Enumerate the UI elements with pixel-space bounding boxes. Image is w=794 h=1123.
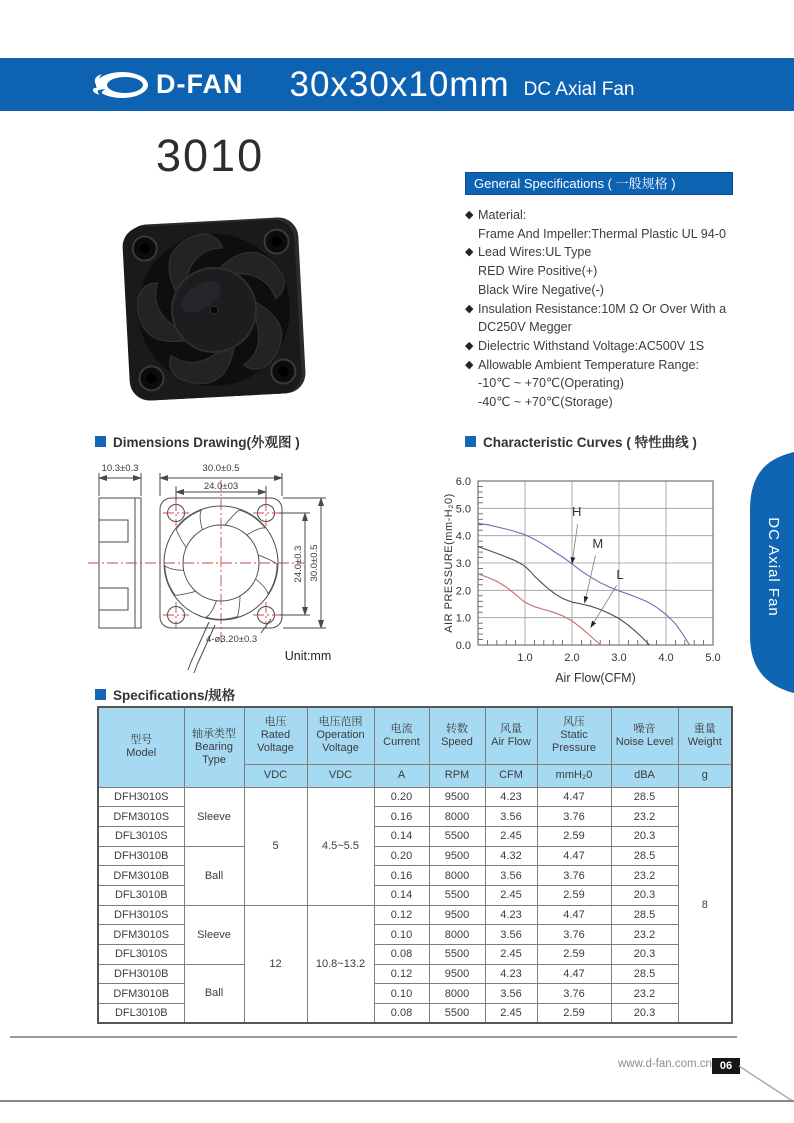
table-cell: 0.14 <box>374 885 429 905</box>
specifications-section-label: Specifications/规格 <box>113 688 236 703</box>
table-cell: DFL3010S <box>98 826 184 846</box>
table-cell: 0.08 <box>374 945 429 965</box>
svg-text:0.0: 0.0 <box>455 640 471 652</box>
curves-section-label: Characteristic Curves ( 特性曲线 ) <box>483 435 697 450</box>
chart-svg <box>440 455 740 693</box>
spec-item <box>465 225 733 244</box>
table-cell: 4.5~5.5 <box>307 787 374 905</box>
general-specifications-title: General Specifications ( 一般规格 ) <box>465 172 733 195</box>
svg-text:3.0: 3.0 <box>455 558 471 570</box>
spec-item-text: Material: <box>478 208 527 222</box>
table-cell: 3.56 <box>485 984 537 1004</box>
top-banner <box>0 58 794 111</box>
table-cell: 20.3 <box>611 945 678 965</box>
spec-item <box>465 262 733 281</box>
table-cell: 5 <box>244 787 307 905</box>
table-row <box>98 905 732 925</box>
diamond-bullet-icon: ◆ <box>465 339 474 352</box>
size-title: 30x30x10mm <box>289 64 510 104</box>
dim-hole-pitch-top: 24.0±03 <box>203 481 239 492</box>
spec-item-text: -10℃ ~ +70℃(Operating) <box>478 376 624 391</box>
table-cell: 0.16 <box>374 866 429 886</box>
table-cell: 8000 <box>429 984 485 1004</box>
col-weight: 重量 Weight <box>678 707 732 764</box>
spec-item-text: RED Wire Positive(+) <box>478 264 598 279</box>
unit-rated-voltage: VDC <box>244 764 307 787</box>
footer-url: www.d-fan.com.cn <box>618 1058 712 1070</box>
table-cell: 28.5 <box>611 846 678 866</box>
table-cell: 5500 <box>429 945 485 965</box>
curve-H <box>478 523 690 645</box>
dimensions-section-label: Dimensions Drawing(外观图 ) <box>113 435 300 450</box>
spec-item-text: Lead Wires:UL Type <box>478 245 592 260</box>
spec-item-text: -40℃ ~ +70℃(Storage) <box>478 395 613 410</box>
table-cell: 20.3 <box>611 826 678 846</box>
general-specifications-panel <box>465 172 733 412</box>
side-tab-shape <box>745 448 794 698</box>
col-current: 电流 Current <box>374 707 429 764</box>
table-cell: 0.14 <box>374 826 429 846</box>
table-cell: Sleeve <box>184 905 244 964</box>
table-cell: 12 <box>244 905 307 1023</box>
footer-diagonal-line <box>737 1058 794 1104</box>
fan-logo-icon <box>92 68 150 102</box>
table-cell: 0.08 <box>374 1004 429 1024</box>
table-cell: 0.20 <box>374 787 429 807</box>
dim-mounting-holes: 4-ø3.20±0.3 <box>206 634 258 645</box>
table-body <box>98 787 732 1023</box>
unit-airflow: CFM <box>485 764 537 787</box>
table-cell: 9500 <box>429 787 485 807</box>
table-cell: 3.56 <box>485 866 537 886</box>
table-cell: 8000 <box>429 925 485 945</box>
curve-label-L: L <box>616 566 624 582</box>
product-photo <box>112 203 317 415</box>
side-tab-label: DC Axial Fan <box>765 517 782 617</box>
svg-text:5.0: 5.0 <box>705 652 721 664</box>
spec-item-text: Frame And Impeller:Thermal Plastic UL 94-0 <box>478 226 727 241</box>
table-cell: 3.76 <box>537 866 611 886</box>
table-cell: 3.76 <box>537 925 611 945</box>
spec-item-text: Black Wire Negative(-) <box>478 282 604 297</box>
unit-weight: g <box>678 764 732 787</box>
spec-item <box>465 300 733 319</box>
col-noise: 噪音 Noise Level <box>611 707 678 764</box>
table-cell: 2.45 <box>485 826 537 846</box>
table-cell: 8000 <box>429 807 485 827</box>
col-airflow: 风量 Air Flow <box>485 707 537 764</box>
dim-side-width: 10.3±0.3 <box>101 463 139 474</box>
svg-text:2.0: 2.0 <box>455 585 471 598</box>
spec-item-text: Dielectric Withstand Voltage:AC500V 1S <box>478 338 705 353</box>
diamond-bullet-icon: ◆ <box>465 246 474 259</box>
product-type-label: DC Axial Fan <box>523 78 635 100</box>
dimensions-section-title <box>95 431 300 451</box>
table-cell: 2.45 <box>485 1004 537 1024</box>
table-cell: 9500 <box>429 964 485 984</box>
table-cell: DFH3010S <box>98 787 184 807</box>
table-cell: DFH3010S <box>98 905 184 925</box>
dim-hole-pitch-side: 24.0±0.3 <box>293 545 304 583</box>
table-cell: 2.45 <box>485 945 537 965</box>
table-cell: DFH3010B <box>98 846 184 866</box>
unit-label: Unit:mm <box>284 649 332 663</box>
table-cell: 4.23 <box>485 787 537 807</box>
table-header <box>98 707 732 787</box>
curve-label-H: H <box>572 503 582 519</box>
table-cell: 0.12 <box>374 905 429 925</box>
table-cell: DFL3010B <box>98 885 184 905</box>
table-cell: 28.5 <box>611 964 678 984</box>
blue-square-bullet-icon <box>465 436 476 447</box>
dim-frame-width: 30.0±0.5 <box>202 463 240 474</box>
table-cell: Ball <box>184 846 244 905</box>
col-bearing: 轴承类型 Bearing Type <box>184 707 244 787</box>
spec-item <box>465 337 733 356</box>
table-cell: DFL3010B <box>98 1004 184 1024</box>
blue-square-bullet-icon <box>95 689 106 700</box>
table-cell: DFH3010B <box>98 964 184 984</box>
x-axis-label: Air Flow(CFM) <box>555 671 636 685</box>
svg-text:1.0: 1.0 <box>517 652 533 664</box>
table-cell: 3.76 <box>537 807 611 827</box>
table-cell: 3.56 <box>485 925 537 945</box>
table-cell: 5500 <box>429 1004 485 1024</box>
table-cell: 0.10 <box>374 925 429 945</box>
spec-item <box>465 356 733 375</box>
table-cell: 4.23 <box>485 964 537 984</box>
table-cell: 28.5 <box>611 905 678 925</box>
table-cell: 28.5 <box>611 787 678 807</box>
diamond-bullet-icon: ◆ <box>465 302 474 315</box>
svg-text:4.0: 4.0 <box>658 652 674 664</box>
col-model: 型号 Model <box>98 707 184 787</box>
y-axis-label: AIR PRESSURE(mm-H₂0) <box>443 493 455 633</box>
svg-text:2.0: 2.0 <box>564 652 580 664</box>
svg-text:6.0: 6.0 <box>455 476 471 488</box>
model-number-title: 3010 <box>156 130 265 181</box>
brand-logo <box>92 68 244 102</box>
table-cell: 2.59 <box>537 826 611 846</box>
col-operation-voltage: 电压范围 Operation Voltage <box>307 707 374 764</box>
table-cell: 2.45 <box>485 885 537 905</box>
unit-operation-voltage: VDC <box>307 764 374 787</box>
col-pressure: 风压 Static Pressure <box>537 707 611 764</box>
table-cell: 5500 <box>429 826 485 846</box>
unit-current: A <box>374 764 429 787</box>
diamond-bullet-icon: ◆ <box>465 209 474 221</box>
table-cell: DFL3010S <box>98 945 184 965</box>
table-cell: 10.8~13.2 <box>307 905 374 1023</box>
table-cell: 0.12 <box>374 964 429 984</box>
table-cell: 20.3 <box>611 885 678 905</box>
table-row <box>98 964 732 984</box>
blue-square-bullet-icon <box>95 436 106 447</box>
table-cell: 4.47 <box>537 905 611 925</box>
footer-bottom-line <box>0 1100 794 1102</box>
spec-item <box>465 374 733 393</box>
table-cell: 3.76 <box>537 984 611 1004</box>
svg-text:5.0: 5.0 <box>455 503 471 516</box>
svg-text:3.0: 3.0 <box>611 652 627 664</box>
table-cell: 8 <box>678 787 732 1023</box>
svg-text:1.0: 1.0 <box>455 612 471 625</box>
table-cell: 4.47 <box>537 964 611 984</box>
unit-pressure: mmH₂0 <box>537 764 611 787</box>
svg-text:4.0: 4.0 <box>455 530 471 543</box>
diamond-bullet-icon: ◆ <box>465 358 474 371</box>
spec-item <box>465 243 733 262</box>
general-specifications-list <box>465 206 733 412</box>
dimensions-drawing <box>88 452 440 690</box>
unit-noise: dBA <box>611 764 678 787</box>
unit-speed: RPM <box>429 764 485 787</box>
dimensions-drawing-svg <box>88 452 440 690</box>
table-cell: 23.2 <box>611 984 678 1004</box>
table-cell: 2.59 <box>537 885 611 905</box>
spec-item <box>465 318 733 337</box>
table-cell: 9500 <box>429 905 485 925</box>
curves-section-title <box>465 431 697 451</box>
table-cell: 5500 <box>429 885 485 905</box>
table-cell: 4.47 <box>537 787 611 807</box>
col-rated-voltage: 电压 Rated Voltage <box>244 707 307 764</box>
curve-M <box>478 547 650 645</box>
table-cell: 4.32 <box>485 846 537 866</box>
side-tab <box>745 448 794 698</box>
spec-item-text: Insulation Resistance:10M Ω Or Over With a <box>478 301 727 316</box>
curve-L <box>478 574 601 645</box>
table-cell: 0.16 <box>374 807 429 827</box>
characteristic-curves-chart <box>440 455 740 693</box>
dim-frame-height: 30.0±0.5 <box>309 544 320 582</box>
table-cell: 0.20 <box>374 846 429 866</box>
spec-item <box>465 393 733 412</box>
spec-item-text: DC250V Megger <box>478 320 572 335</box>
table-cell: DFM3010B <box>98 866 184 886</box>
table-cell: 23.2 <box>611 925 678 945</box>
table-cell: 9500 <box>429 846 485 866</box>
fan-photo-icon <box>112 203 317 415</box>
spec-item <box>465 281 733 300</box>
table-cell: 2.59 <box>537 945 611 965</box>
table-cell: 4.23 <box>485 905 537 925</box>
spec-item-text: Allowable Ambient Temperature Range: <box>478 357 699 372</box>
table-cell: 2.59 <box>537 1004 611 1024</box>
table-cell: 20.3 <box>611 1004 678 1024</box>
footer-page-number: 06 <box>712 1058 740 1074</box>
table-cell: 0.10 <box>374 984 429 1004</box>
curve-label-M: M <box>592 535 604 551</box>
col-speed: 转数 Speed <box>429 707 485 764</box>
table-cell: Ball <box>184 964 244 1023</box>
specifications-table <box>97 706 733 1024</box>
table-cell: DFM3010S <box>98 807 184 827</box>
table-cell: 23.2 <box>611 866 678 886</box>
brand-name: D-FAN <box>156 69 244 99</box>
table-row <box>98 846 732 866</box>
table-cell: 4.47 <box>537 846 611 866</box>
table-cell: DFM3010S <box>98 925 184 945</box>
spec-item <box>465 206 733 225</box>
table-cell: Sleeve <box>184 787 244 846</box>
table-cell: 3.56 <box>485 807 537 827</box>
footer-divider-line <box>10 1036 737 1038</box>
table-cell: 23.2 <box>611 807 678 827</box>
table-cell: DFM3010B <box>98 984 184 1004</box>
table-cell: 8000 <box>429 866 485 886</box>
table-row <box>98 787 732 807</box>
